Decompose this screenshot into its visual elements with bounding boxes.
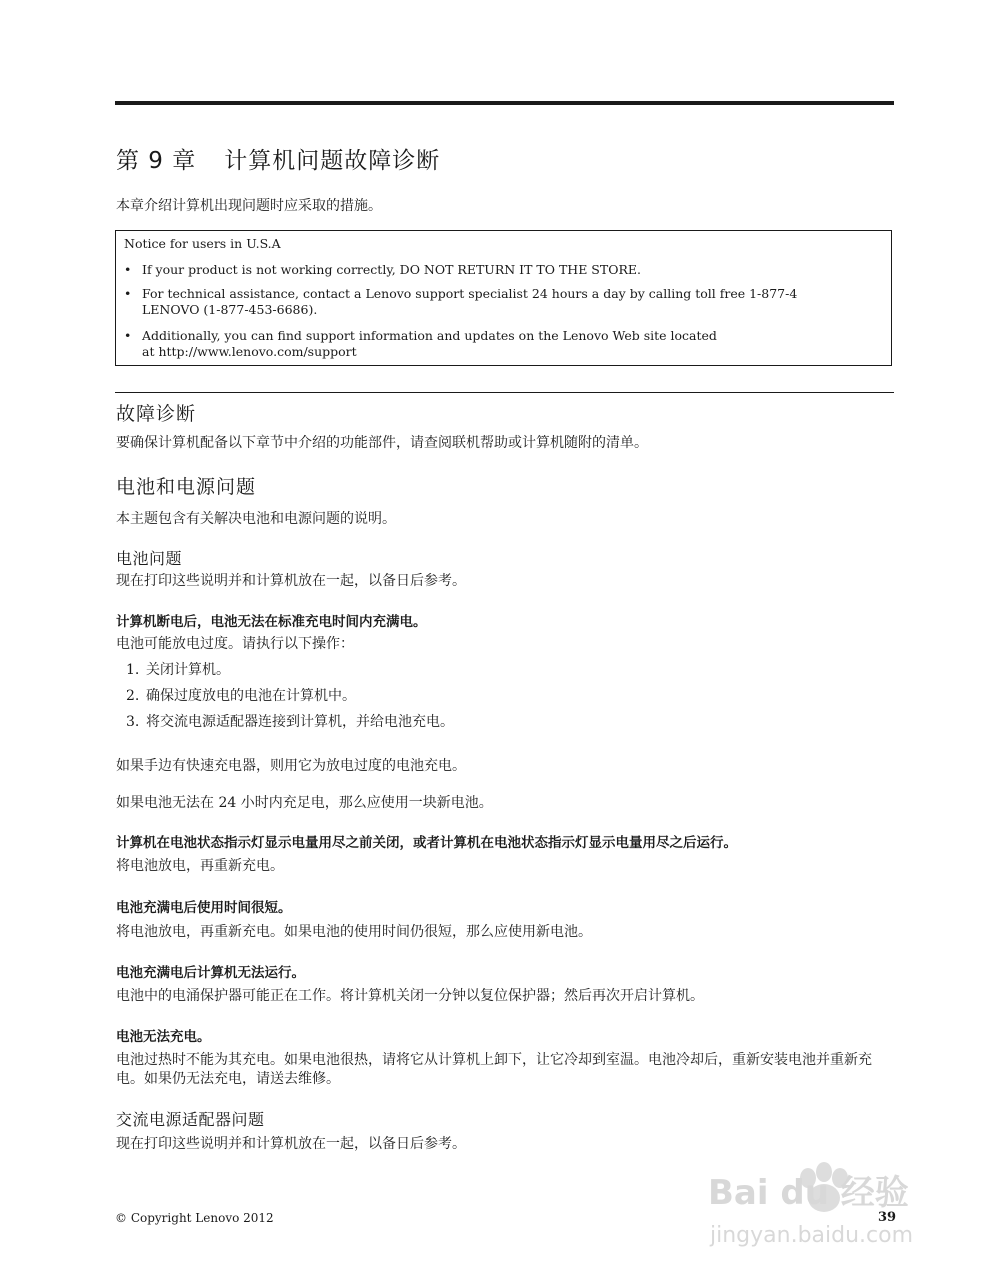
bullet-icon: •	[124, 286, 132, 301]
battery-power-text: 本主题包含有关解决电池和电源问题的说明。	[116, 511, 396, 527]
step-item	[126, 660, 454, 686]
bullet-icon: •	[124, 328, 132, 343]
diagnosis-heading: 故障诊断	[116, 403, 197, 425]
notice-title: Notice for users in U.S.A	[124, 236, 281, 251]
issue-text: 将电池放电，再重新充电。	[116, 858, 284, 874]
chapter-number: 第 9 章	[116, 148, 197, 174]
watermark-brand: Bai du 经验	[708, 1173, 909, 1213]
chapter-title-text: 计算机问题故障诊断	[224, 148, 441, 174]
notice-item-text: Additionally, you can find support information and updates on the Lenovo Web site located at http://www.lenovo.com/support	[142, 328, 717, 359]
notice-item-text: For technical assistance, contact a Lenovo support specialist 24 hours a day by calling toll free 1-877-4 LENOVO (1-877-453-6686).	[142, 286, 798, 317]
issue-note: 如果手边有快速充电器，则用它为放电过度的电池充电。	[116, 758, 466, 774]
footer-page-number: 39	[878, 1210, 897, 1225]
issue-title: 电池充满电后使用时间很短。	[116, 900, 292, 916]
step-item	[126, 712, 454, 738]
notice-item-text: If your product is not working correctly, DO NOT RETURN IT TO THE STORE.	[142, 262, 641, 277]
footer-copyright: © Copyright Lenovo 2012	[115, 1211, 274, 1225]
issue-note: 如果电池无法在 24 小时内充足电，那么应使用一块新电池。	[116, 795, 493, 811]
issue-text: 电池可能放电过度。请执行以下操作：	[116, 636, 354, 652]
step-number: 2.	[126, 688, 140, 704]
bullet-icon: •	[124, 262, 132, 277]
issue-title: 计算机在电池状态指示灯显示电量用尽之前关闭，或者计算机在电池状态指示灯显示电量用尽之后运行。	[116, 835, 737, 851]
issue-title: 计算机断电后，电池无法在标准充电时间内充满电。	[116, 614, 427, 630]
baidu-watermark-logo	[700, 1142, 940, 1262]
issue-title: 电池充满电后计算机无法运行。	[116, 965, 305, 981]
issue-text: 电池过热时不能为其充电。如果电池很热，请将它从计算机上卸下，让它冷却到室温。电池冷却后，重新安装电池并重新充电。如果仍无法充电，请送去维修。	[116, 1052, 872, 1087]
issue-text: 将电池放电，再重新充电。如果电池的使用时间仍很短，那么应使用新电池。	[116, 924, 592, 940]
step-number: 3.	[126, 714, 140, 730]
chapter-intro: 本章介绍计算机出现问题时应采取的措施。	[116, 198, 382, 214]
issue-text: 电池中的电涌保护器可能正在工作。将计算机关闭一分钟以复位保护器；然后再次开启计算机。	[116, 988, 704, 1004]
step-text: 确保过度放电的电池在计算机中。	[146, 688, 356, 704]
battery-power-heading: 电池和电源问题	[116, 476, 257, 498]
section-rule	[115, 392, 894, 393]
step-text: 关闭计算机。	[146, 662, 230, 678]
step-text: 将交流电源适配器连接到计算机，并给电池充电。	[146, 714, 454, 730]
steps-list	[126, 660, 454, 738]
notice-box	[115, 230, 892, 366]
chapter-title	[116, 142, 440, 175]
diagnosis-text: 要确保计算机配备以下章节中介绍的功能部件，请查阅联机帮助或计算机随附的清单。	[116, 435, 648, 451]
ac-adapter-text: 现在打印这些说明并和计算机放在一起，以备日后参考。	[116, 1136, 466, 1152]
watermark-url: jingyan.baidu.com	[710, 1223, 914, 1248]
top-rule	[115, 101, 894, 105]
issue-title: 电池无法充电。	[116, 1029, 211, 1045]
ac-adapter-heading: 交流电源适配器问题	[116, 1110, 265, 1129]
battery-problems-text: 现在打印这些说明并和计算机放在一起，以备日后参考。	[116, 573, 466, 589]
step-item	[126, 686, 454, 712]
battery-problems-heading: 电池问题	[116, 549, 183, 568]
step-number: 1.	[126, 662, 140, 678]
